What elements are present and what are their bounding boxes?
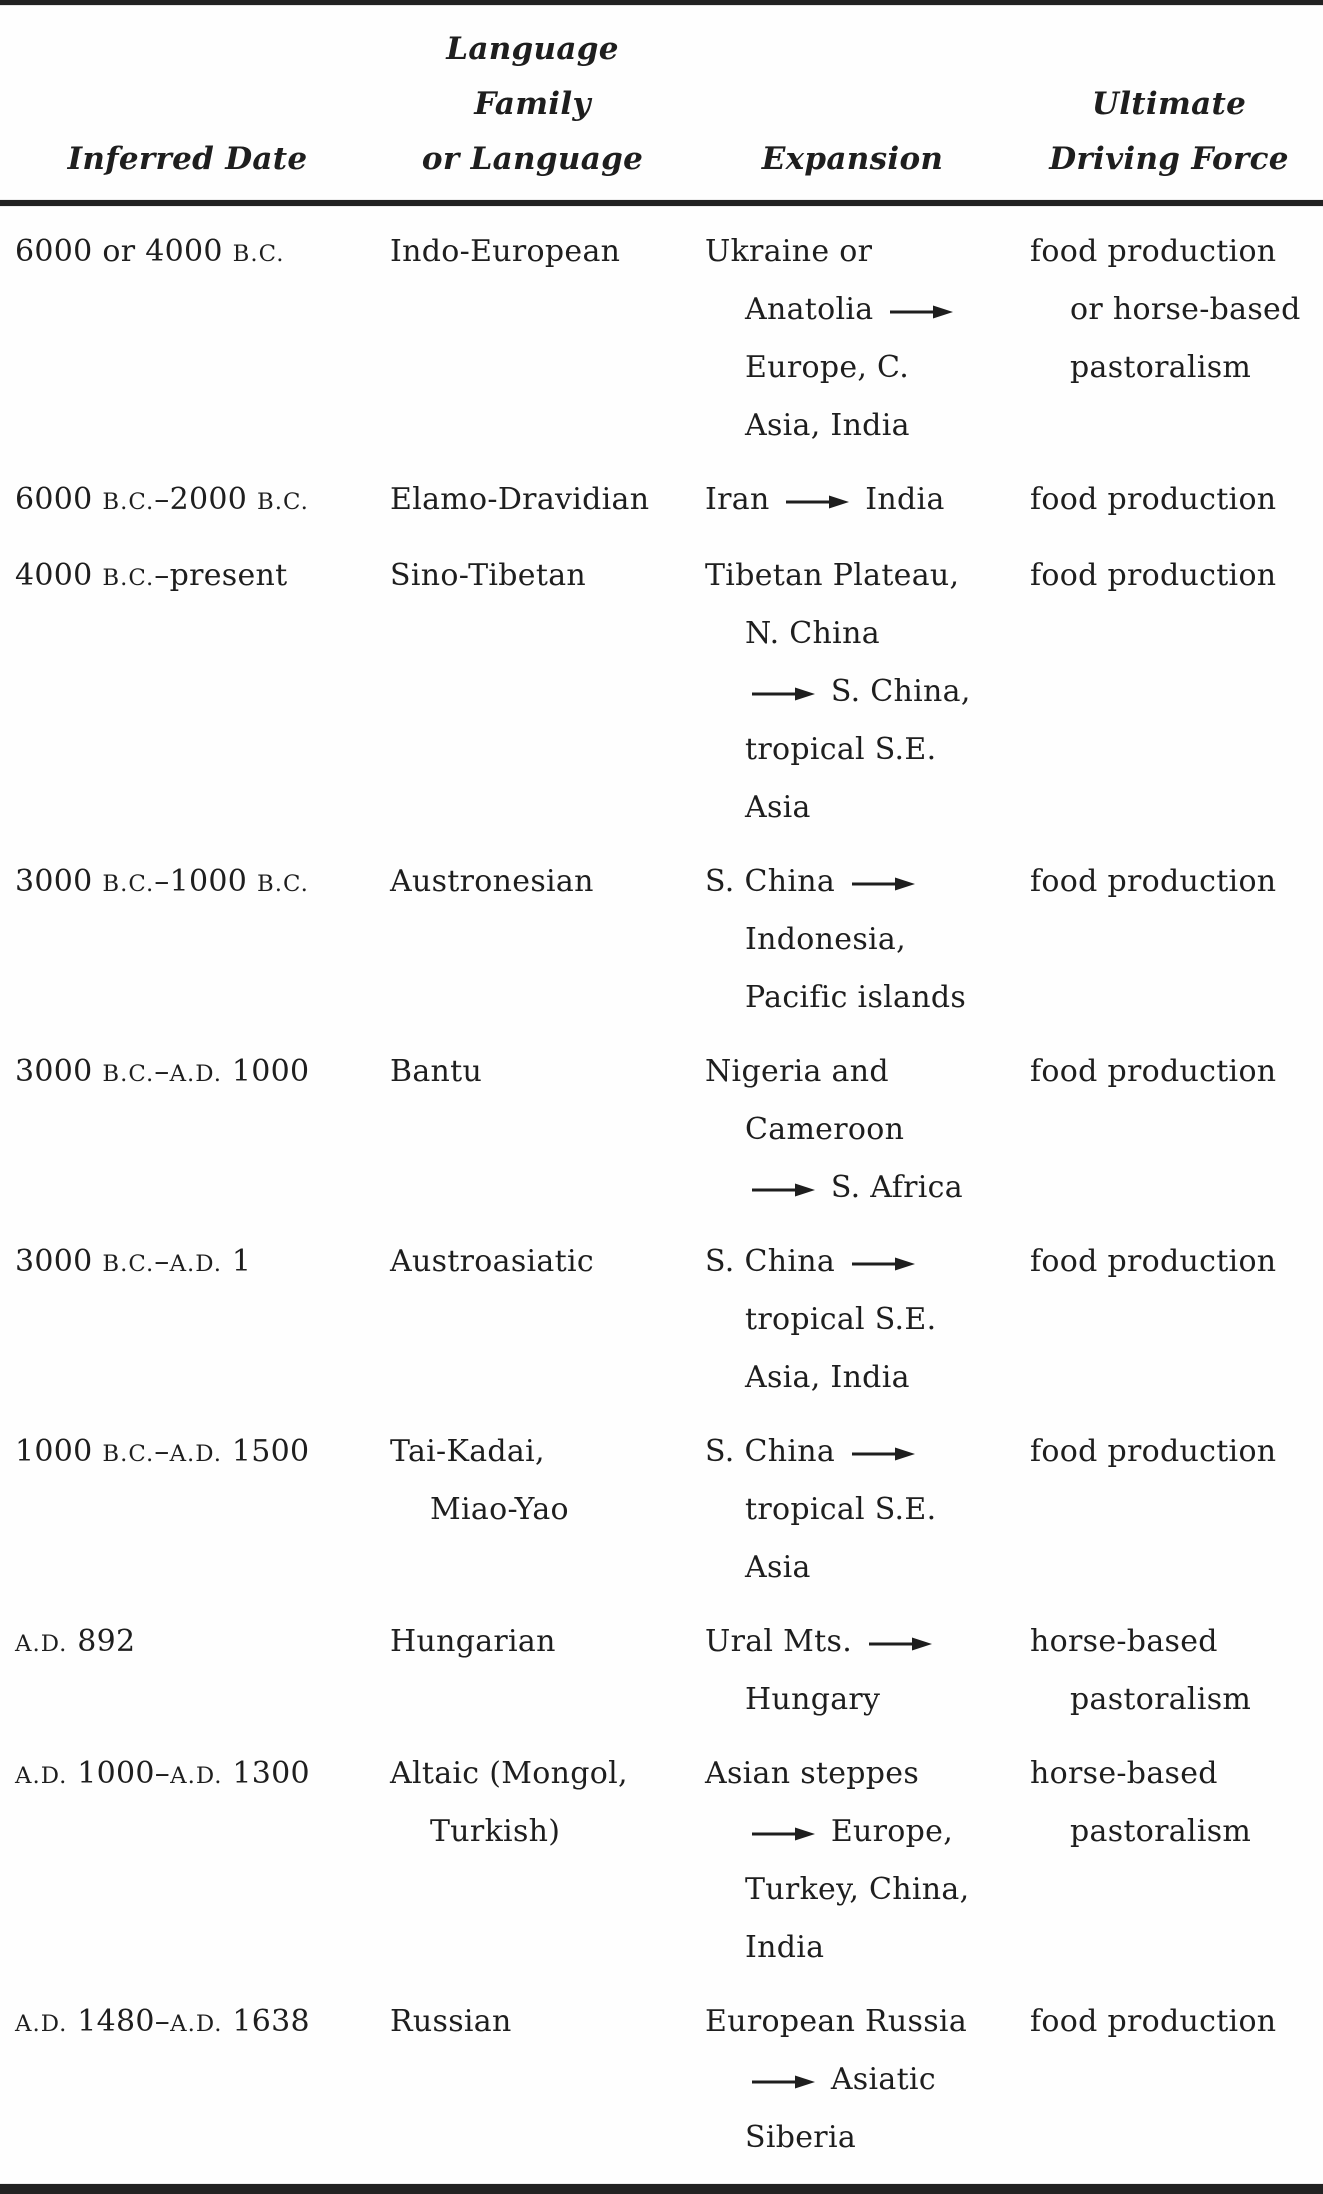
right-arrow-icon bbox=[868, 1636, 932, 1652]
cell-line: Indo-European bbox=[390, 234, 621, 270]
cell-line: Russian bbox=[390, 2004, 512, 2040]
right-arrow-icon bbox=[851, 1256, 915, 1272]
cell-line: Miao-Yao bbox=[430, 1492, 569, 1528]
right-arrow-icon bbox=[751, 2074, 815, 2090]
cell-line: A.D. 892 bbox=[15, 1624, 136, 1660]
cell-line: S. China bbox=[705, 1233, 1015, 1291]
table-row bbox=[0, 1423, 1323, 1597]
right-arrow-icon bbox=[851, 1446, 915, 1462]
cell-line: Turkey, China, bbox=[745, 1872, 970, 1908]
header-line: Family bbox=[474, 85, 591, 122]
cell-line: food production bbox=[1030, 482, 1277, 518]
era-small-caps: A.D. bbox=[169, 1061, 223, 1088]
cell-line: 3000 B.C.–1000 B.C. bbox=[15, 864, 309, 900]
cell-line: S. China, bbox=[705, 663, 1015, 721]
era-small-caps: A.D. bbox=[15, 1763, 68, 1790]
cell-line: or horse-based bbox=[1070, 292, 1301, 328]
cell-line: Europe, bbox=[705, 1803, 1015, 1861]
cell-driving-force bbox=[1015, 1745, 1323, 1977]
cell-line: food production bbox=[1030, 2004, 1277, 2040]
cell-line: A.D. 1000–A.D. 1300 bbox=[15, 1756, 310, 1792]
cell-line: tropical S.E. bbox=[745, 732, 937, 768]
cell-line: 3000 B.C.–A.D. 1 bbox=[15, 1244, 252, 1280]
cell-line: Sino-Tibetan bbox=[390, 558, 587, 594]
cell-inferred-date bbox=[0, 1233, 375, 1407]
cell-language-family bbox=[375, 547, 690, 837]
cell-inferred-date bbox=[0, 471, 375, 531]
header-line: Inferred Date bbox=[67, 140, 308, 177]
cell-driving-force bbox=[1015, 1993, 1323, 2167]
cell-line: food production bbox=[1030, 1434, 1277, 1470]
era-small-caps: A.D. bbox=[15, 1631, 68, 1658]
cell-expansion bbox=[690, 1043, 1015, 1217]
table-row bbox=[0, 1233, 1323, 1407]
cell-line: S. China bbox=[705, 853, 1015, 911]
cell-line: food production bbox=[1030, 234, 1277, 270]
header-line: Ultimate bbox=[1091, 85, 1247, 122]
era-small-caps: B.C. bbox=[102, 1441, 155, 1468]
cell-line: horse-based bbox=[1030, 1756, 1218, 1792]
cell-line: Asian steppes bbox=[705, 1756, 920, 1792]
cell-line: A.D. 1480–A.D. 1638 bbox=[15, 2004, 310, 2040]
era-small-caps: A.D. bbox=[169, 1251, 223, 1278]
era-small-caps: B.C. bbox=[102, 565, 155, 592]
cell-line: Siberia bbox=[745, 2120, 857, 2156]
cell-line: pastoralism bbox=[1070, 350, 1252, 386]
cell-expansion bbox=[690, 1745, 1015, 1977]
cell-line: S. Africa bbox=[705, 1159, 1015, 1217]
era-small-caps: A.D. bbox=[169, 1441, 223, 1468]
cell-line: N. China bbox=[745, 616, 880, 652]
cell-line: European Russia bbox=[705, 2004, 968, 2040]
cell-inferred-date bbox=[0, 1043, 375, 1217]
cell-driving-force bbox=[1015, 1613, 1323, 1729]
header-col-inferred-date bbox=[0, 132, 375, 187]
cell-line: Elamo-Dravidian bbox=[390, 482, 650, 518]
table-body bbox=[0, 207, 1323, 2183]
era-small-caps: A.D. bbox=[170, 1763, 223, 1790]
cell-expansion bbox=[690, 1613, 1015, 1729]
cell-driving-force bbox=[1015, 1423, 1323, 1597]
cell-expansion bbox=[690, 853, 1015, 1027]
cell-line: food production bbox=[1030, 558, 1277, 594]
cell-line: tropical S.E. bbox=[745, 1302, 937, 1338]
header-col-driving-force bbox=[1015, 77, 1323, 187]
header-col-expansion bbox=[690, 132, 1015, 187]
cell-line: Indonesia, bbox=[745, 922, 906, 958]
header-rule bbox=[0, 199, 1323, 208]
cell-language-family bbox=[375, 1423, 690, 1597]
cell-language-family bbox=[375, 471, 690, 531]
cell-inferred-date bbox=[0, 547, 375, 837]
cell-line: Europe, C. bbox=[745, 350, 910, 386]
cell-line: Hungarian bbox=[390, 1624, 556, 1660]
header-line: Driving Force bbox=[1049, 140, 1289, 177]
cell-line: Cameroon bbox=[745, 1112, 905, 1148]
era-small-caps: A.D. bbox=[170, 2011, 223, 2038]
header-col-language-family bbox=[375, 22, 690, 187]
cell-line: horse-based bbox=[1030, 1624, 1218, 1660]
bottom-rule bbox=[0, 2183, 1323, 2194]
cell-driving-force bbox=[1015, 471, 1323, 531]
cell-driving-force bbox=[1015, 1233, 1323, 1407]
cell-driving-force bbox=[1015, 853, 1323, 1027]
cell-language-family bbox=[375, 1043, 690, 1217]
cell-line: Iran India bbox=[705, 482, 945, 518]
cell-line: Austroasiatic bbox=[390, 1244, 594, 1280]
cell-inferred-date bbox=[0, 1423, 375, 1597]
header-line: Expansion bbox=[761, 140, 944, 177]
right-arrow-icon bbox=[751, 686, 815, 702]
era-small-caps: B.C. bbox=[256, 489, 309, 516]
table-row bbox=[0, 1993, 1323, 2167]
cell-expansion bbox=[690, 1993, 1015, 2167]
era-small-caps: B.C. bbox=[102, 1061, 155, 1088]
era-small-caps: B.C. bbox=[102, 1251, 155, 1278]
header-line: Language bbox=[446, 30, 619, 67]
right-arrow-icon bbox=[851, 876, 915, 892]
cell-expansion bbox=[690, 547, 1015, 837]
table-row bbox=[0, 223, 1323, 455]
cell-language-family bbox=[375, 223, 690, 455]
cell-expansion bbox=[690, 471, 1015, 531]
cell-line: India bbox=[745, 1930, 825, 1966]
table-row bbox=[0, 1043, 1323, 1217]
cell-line: tropical S.E. bbox=[745, 1492, 937, 1528]
cell-line: Turkish) bbox=[430, 1814, 561, 1850]
cell-language-family bbox=[375, 1745, 690, 1977]
right-arrow-icon bbox=[751, 1826, 815, 1842]
cell-line: 4000 B.C.–present bbox=[15, 558, 288, 594]
table-row bbox=[0, 1613, 1323, 1729]
cell-line: Asiatic bbox=[705, 2051, 1015, 2109]
cell-language-family bbox=[375, 1613, 690, 1729]
cell-line: Asia, India bbox=[745, 1360, 910, 1396]
cell-line: Tibetan Plateau, bbox=[705, 558, 960, 594]
table-row bbox=[0, 471, 1323, 531]
cell-line: food production bbox=[1030, 864, 1277, 900]
cell-line: 6000 or 4000 B.C. bbox=[15, 234, 285, 270]
cell-line: Pacific islands bbox=[745, 980, 967, 1016]
cell-driving-force bbox=[1015, 547, 1323, 837]
cell-line: Hungary bbox=[745, 1682, 881, 1718]
era-small-caps: B.C. bbox=[256, 871, 309, 898]
table-row bbox=[0, 1745, 1323, 1977]
cell-inferred-date bbox=[0, 223, 375, 455]
cell-line: Tai-Kadai, bbox=[390, 1434, 545, 1470]
cell-driving-force bbox=[1015, 1043, 1323, 1217]
cell-line: Austronesian bbox=[390, 864, 594, 900]
cell-line: 1000 B.C.–A.D. 1500 bbox=[15, 1434, 310, 1470]
header-line: or Language bbox=[421, 140, 644, 177]
cell-expansion bbox=[690, 1423, 1015, 1597]
cell-expansion bbox=[690, 1233, 1015, 1407]
cell-line: Asia bbox=[745, 1550, 811, 1586]
cell-line: 6000 B.C.–2000 B.C. bbox=[15, 482, 309, 518]
cell-language-family bbox=[375, 853, 690, 1027]
table-row bbox=[0, 547, 1323, 837]
cell-language-family bbox=[375, 1233, 690, 1407]
cell-line: Asia bbox=[745, 790, 811, 826]
cell-language-family bbox=[375, 1993, 690, 2167]
era-small-caps: B.C. bbox=[102, 871, 155, 898]
cell-line: S. China bbox=[705, 1423, 1015, 1481]
right-arrow-icon bbox=[785, 494, 849, 510]
cell-line: food production bbox=[1030, 1054, 1277, 1090]
cell-inferred-date bbox=[0, 1745, 375, 1977]
right-arrow-icon bbox=[751, 1182, 815, 1198]
cell-line: pastoralism bbox=[1070, 1682, 1252, 1718]
cell-line: Altaic (Mongol, bbox=[390, 1756, 628, 1792]
cell-line: food production bbox=[1030, 1244, 1277, 1280]
table-header bbox=[0, 6, 1323, 199]
table-row bbox=[0, 853, 1323, 1027]
cell-line: Ural Mts. bbox=[705, 1613, 1015, 1671]
cell-line: 3000 B.C.–A.D. 1000 bbox=[15, 1054, 310, 1090]
cell-line: Bantu bbox=[390, 1054, 483, 1090]
era-small-caps: B.C. bbox=[232, 241, 285, 268]
cell-driving-force bbox=[1015, 223, 1323, 455]
cell-line: pastoralism bbox=[1070, 1814, 1252, 1850]
cell-line: Anatolia bbox=[705, 281, 1015, 339]
era-small-caps: B.C. bbox=[102, 489, 155, 516]
cell-line: Asia, India bbox=[745, 408, 910, 444]
cell-line: Nigeria and bbox=[705, 1054, 889, 1090]
right-arrow-icon bbox=[889, 304, 953, 320]
cell-expansion bbox=[690, 223, 1015, 455]
cell-inferred-date bbox=[0, 1613, 375, 1729]
cell-inferred-date bbox=[0, 853, 375, 1027]
era-small-caps: A.D. bbox=[15, 2011, 68, 2038]
cell-inferred-date bbox=[0, 1993, 375, 2167]
cell-line: Ukraine or bbox=[705, 234, 873, 270]
